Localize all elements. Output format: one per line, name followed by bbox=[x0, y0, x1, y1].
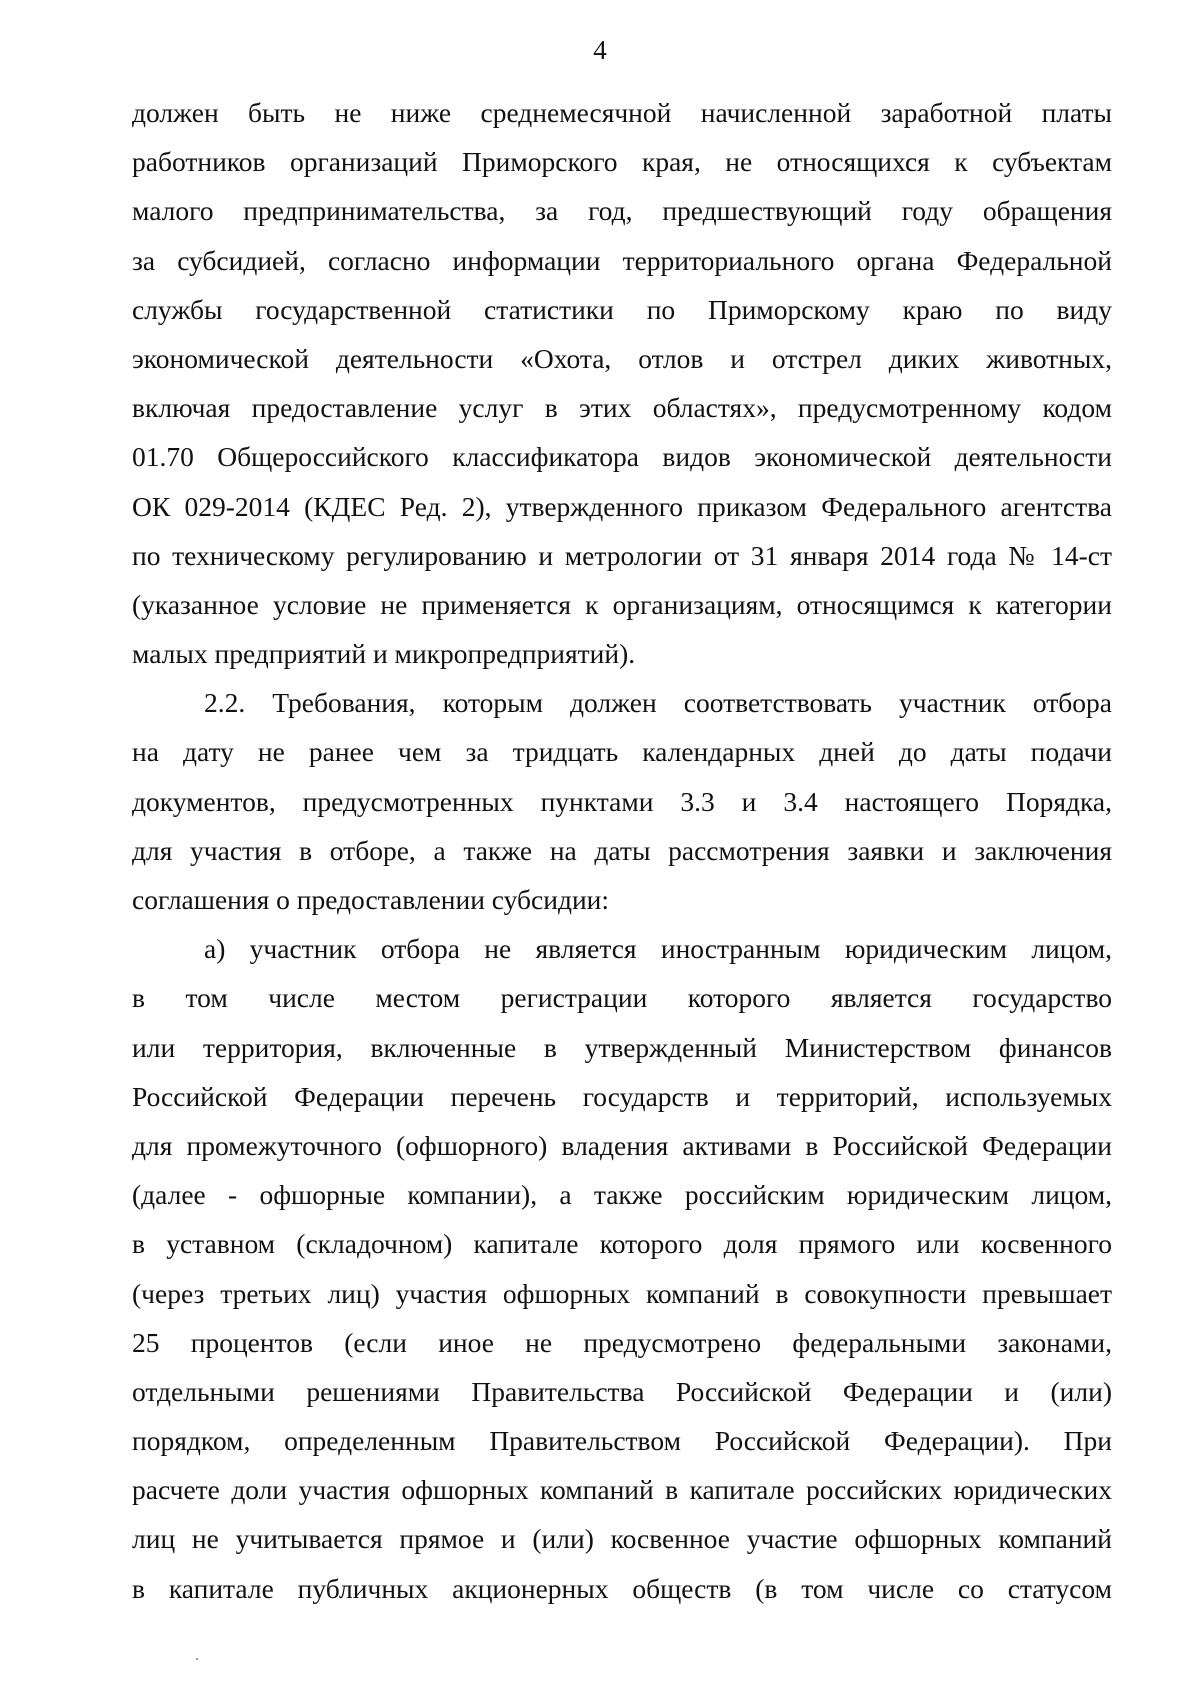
text-line: по техническому регулированию и метрологии от 31 января 2014 года № 14-ст bbox=[132, 539, 1112, 571]
text-line: ОК 029-2014 (КДЕС Ред. 2), утвержденного приказом Федерального агентства bbox=[132, 490, 1112, 522]
text-line: документов, предусмотренных пунктами 3.3 и 3.4 настоящего Порядка, bbox=[132, 785, 1112, 817]
text-line: за субсидией, согласно информации территориального органа Федеральной bbox=[132, 244, 1112, 276]
text-line: лиц не учитывается прямое и (или) косвенное участие офшорных компаний bbox=[132, 1523, 1112, 1555]
text-line: (через третьих лиц) участия офшорных компаний в совокупности превышает bbox=[132, 1277, 1112, 1309]
text-line: Российской Федерации перечень государств и территорий, используемых bbox=[132, 1080, 1112, 1112]
text-line: в том числе местом регистрации которого является государство bbox=[132, 982, 1112, 1014]
text-line: экономической деятельности «Охота, отлов и отстрел диких животных, bbox=[132, 342, 1112, 374]
text-line: порядком, определенным Правительством Российской Федерации). При bbox=[132, 1425, 1112, 1457]
text-line: на дату не ранее чем за тридцать календарных дней до даты подачи bbox=[132, 736, 1112, 768]
body-text bbox=[132, 88, 1112, 1613]
text-line: отдельными решениями Правительства Российской Федерации и (или) bbox=[132, 1375, 1112, 1407]
text-line: или территория, включенные в утвержденный Министерством финансов bbox=[132, 1031, 1112, 1063]
text-line: для промежуточного (офшорного) владения активами в Российской Федерации bbox=[132, 1129, 1112, 1161]
scan-speck bbox=[196, 1658, 198, 1660]
text-line: (указанное условие не применяется к организациям, относящимся к категории bbox=[132, 588, 1112, 620]
text-line: в капитале публичных акционерных обществ (в том числе со статусом bbox=[132, 1572, 1112, 1604]
text-line: работников организаций Приморского края, не относящихся к субъектам bbox=[132, 146, 1112, 178]
text-line: малого предпринимательства, за год, предшествующий году обращения bbox=[132, 195, 1112, 227]
text-line: расчете доли участия офшорных компаний в капитале российских юридических bbox=[132, 1474, 1112, 1506]
text-line: службы государственной статистики по Приморскому краю по виду bbox=[132, 293, 1112, 325]
text-line: соглашения о предоставлении субсидии: bbox=[132, 884, 610, 915]
text-line: а) участник отбора не является иностранным юридическим лицом, bbox=[204, 933, 1112, 965]
text-line: должен быть не ниже среднемесячной начисленной заработной платы bbox=[132, 97, 1112, 128]
text-line: 2.2. Требования, которым должен соответствовать участник отбора bbox=[204, 687, 1112, 719]
text-line: для участия в отборе, а также на даты рассмотрения заявки и заключения bbox=[132, 834, 1112, 866]
page-number: 4 bbox=[593, 35, 607, 65]
text-line: малых предприятий и микропредприятий). bbox=[132, 638, 636, 670]
text-line: 01.70 Общероссийского классификатора видов экономической деятельности bbox=[132, 441, 1112, 473]
text-line: включая предоставление услуг в этих областях», предусмотренному кодом bbox=[132, 392, 1112, 424]
text-line: в уставном (складочном) капитале которого доля прямого или косвенного bbox=[132, 1228, 1112, 1260]
text-line: 25 процентов (если иное не предусмотрено федеральными законами, bbox=[132, 1326, 1112, 1358]
text-line: (далее - офшорные компании), а также российским юридическим лицом, bbox=[132, 1179, 1112, 1211]
